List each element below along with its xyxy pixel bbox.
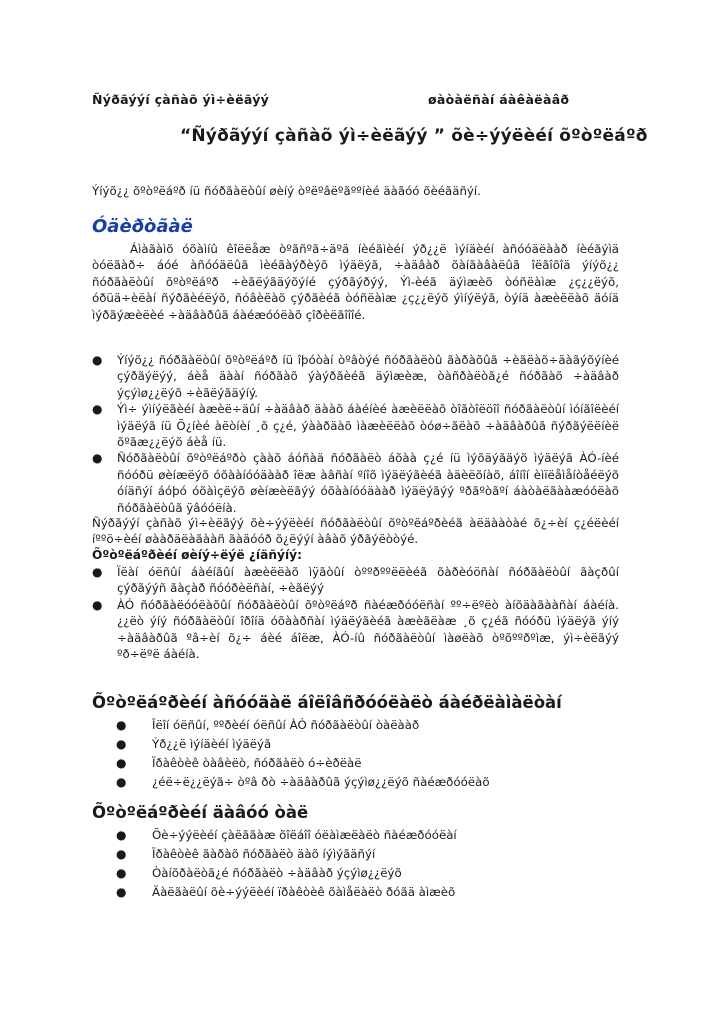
document-title: “Ñýðãýýí çàñàõ ýì÷èëãýý ” õè÷ýýëèéí õºòºëáºð: [180, 126, 648, 146]
bullet-icon: ●: [116, 775, 127, 789]
list-item: [92, 352, 619, 401]
bullet-icon: ●: [92, 451, 103, 466]
bullet-icon: ●: [116, 718, 127, 732]
bullet-icon: ●: [92, 565, 103, 579]
list-item-text: Îëîí óëñûí, ººðèéí óëñûí ÀÓ ñóðãàëòûí òàëààð: [152, 718, 420, 732]
section-introduction-heading: Óäèðòãàë: [92, 216, 193, 237]
list-item-text: Ïðàêòèê òàâèëò, ñóðãàëò ó÷èðëàë: [152, 756, 362, 770]
list-item-text: Ñóðãàëòûí õºòºëáºðò çààõ áóñàä ñóðãàëò áõàà ç¿é íü ìýõäýãäýõ ìýäëýã ÀÓ-íèé ñóóðü øèíæëýõ óõààíóóäààð îëæ àâñàí ºíîõ ìýäëýãèéã àäèëõíàõ, áîíîí èìïëåìåíòåéëýõ óíäñýí áóþó óõàìçëýõ øèíæèëãýý óõààíóóäààð ìýäëýãýý ºðãºòãºí áàòàëãààæóóëàõ ñóðãàëòûã ÿâóóëíà.: [117, 451, 619, 515]
list-item-text: ÀÓ ñóðãàëóóëàõûí ñóðãàëòûí õºòºëáºð ñàéæðóóëñàí ºº÷ëºëò àíõäàãààñàí áàéíà. ¿¿ëò ýíý ñóðãàëòûí îðîíä óõààðñàí ìýäëýãèéã àæèãëàæ ¸õ ç¿éã ñóóðü ìýäëýã ýíý ÷àäâàðûã ºâ÷èí õ¿÷ áèé áîëæ, ÀÓ-íû ñóðãàëòûí ìàøëàõ òºõººðºìæ, ýì÷èëãýý ºð÷ëºë áàéíà.: [117, 597, 619, 662]
list-item-text: Òàíõðàëòã¿é ñóðãàëò ÷àäâàð ýçýìø¿¿ëýõ: [152, 866, 402, 880]
bullet-icon: ●: [116, 866, 127, 880]
header-right-text: øàòàëñàí áàêàëàâð: [428, 92, 570, 107]
list-item-text: Äàëãàëûí õè÷ýýëèéí ïðàêòèê õàìåëàëò ðóãä àìæèõ: [152, 885, 456, 899]
list-item: [116, 735, 490, 754]
bullet-icon: ●: [116, 847, 127, 861]
list-item-text: Ýíýõ¿¿ ñóðãàëòûí õºòºëáºð íü îþóòàí òºâòýé ñóðãàëòû ãàðàõûã ÷èãëàõ÷äàãýõýíèé çýðãýëýý, áèå äààí ñóðãàõ ýàýðãèéã äýìæèæ, òàñðàëòã¿é ñóðãàõ ÷àäâàð ýçýìø¿¿ëýõ ÷èãëýãäýíý.: [117, 353, 619, 400]
introduction-bullet-list: [92, 352, 619, 516]
bullet-icon: ●: [116, 737, 127, 751]
list-item: [116, 864, 457, 883]
header-left-text: Ñýðãýýí çàñàõ ýì÷èëãýý: [92, 92, 270, 107]
list-item-text: Ýð¿¿ë ìýíäèéí ìýäëýã: [152, 737, 272, 751]
introduction-paragraph-text: Áìàãàìõ óõàìíû êîëëåæ òºãñºã÷äºä íèéãìèéí ýð¿¿ë ìýíäèéí àñóóäëààð íèéãýìä òóëãàð÷ áóé àñóóäëûã ìèéãàýðèýõ ìýäëýã, ÷àäâàð õàíãàâàëûã îëãîõîä ýíýõ¿¿ ñóðãàëòûí õºòºëáºð ÷èãëýãäýõýíé çýðãýðýý, Ýì-èéã äýìæèõ òóñëàìæ ¿ç¿¿ëýõ, óðüä÷èëàí ñýðãèéëýõ, ñóâèëàõ çýðãèéã òóñëàìæ ¿ç¿¿ëýõ ýìíýëýã, òýíä àæèëëàõ äóíä ìýðãýæèëèé ÷àäâàðûã áàéæóóëàõ çîðèëãîîîé.: [92, 242, 619, 322]
list-item: [92, 564, 619, 597]
bullet-icon: ●: [92, 597, 103, 612]
list-item-text: Ýì÷ ýìíýëãèéí àæèë÷äûí ÷àäâàð äààõ áàéíèé àæèëëàõ òîãòîëöîî ñóðãàëòûí ìóíãîëèéí ìýäëýã íü Õ¿íèé àëòíèí ¸õ ç¿é, ýààðäàõ ìàæèëëàõ òóø÷ãëàõ ÷àäâàðûã ñýðãýëëíèë õºãæ¿¿ëýõ áèå íü.: [117, 402, 619, 450]
bullet-icon: ●: [116, 828, 127, 842]
list-item: [116, 754, 490, 773]
list-item-text: ¿éë÷ë¿¿ëýã÷ òºâ ðò ÷àäâàðûã ýçýìø¿¿ëýõ ñàéæðóóëàõ: [152, 775, 490, 789]
list-item: [116, 826, 457, 845]
list-item: [92, 450, 619, 516]
list-item-text: Ïëàí óëñûí áàéíãûí àæèëëàõ ìÿãòûí òººðººëëèéã õàðèóöñàí ñóðãàëòûí ãàçðûí çýðãýýñ ãàçàð ñóóðèëñàí, ÷èãëýý: [117, 565, 619, 596]
list-item: [116, 716, 490, 735]
intro-paragraph: Ýíýõ¿¿ õºòºëáºð íü ñóðãàëòûí øèíý òºëºâëºãººíèé äàãóó õèéãäñýí.: [92, 184, 481, 198]
bullet-icon: ●: [92, 353, 103, 367]
advantages-bullet-list: [116, 826, 457, 902]
section-advantages-heading: Õºòºëáºðèéí äàâóó òàë: [92, 803, 309, 822]
list-item-text: Õè÷ýýëèéí çàëããàæ õîëáîî óëàìæëàëò ñàéæðóóëàí: [152, 828, 457, 842]
bullet-icon: ●: [92, 402, 103, 417]
list-item: [92, 401, 619, 450]
bullet-icon: ●: [116, 885, 127, 899]
section-development-heading: Õºòºëáºðèéí àñóóäàë áîëîâñðóóëàëò áàéðëàìàëòàí: [92, 693, 562, 712]
renewal-subheading: Õºòºëáºðèéí øèíý÷ëýë ¿íäñýíý:: [92, 548, 302, 562]
bullet-icon: ●: [116, 756, 127, 770]
list-item: [116, 773, 490, 792]
renewal-bullet-list: [92, 564, 619, 662]
list-item: [116, 845, 457, 864]
section-introduction-paragraph: [92, 241, 619, 323]
list-item: [92, 597, 619, 663]
section-introduction-paragraph-2: Ñýðãýýí çàñàõ ýì÷èëãýý õè÷ýýëèéí ñóðãàëòûí õºòºëáºðèéã àëäààòàé õ¿÷èí ç¿éëèéí íººö÷èéí øààðäëàãààñ ãàäóóð õ¿ëýýí àâàõ ýðãýëòòýé.: [92, 516, 619, 547]
list-item: [116, 883, 457, 902]
development-bullet-list: [116, 716, 490, 792]
list-item-text: Ïðàêòèê ãàðàõ ñóðãàëò äàõ íýìýãäñýí: [152, 847, 376, 861]
